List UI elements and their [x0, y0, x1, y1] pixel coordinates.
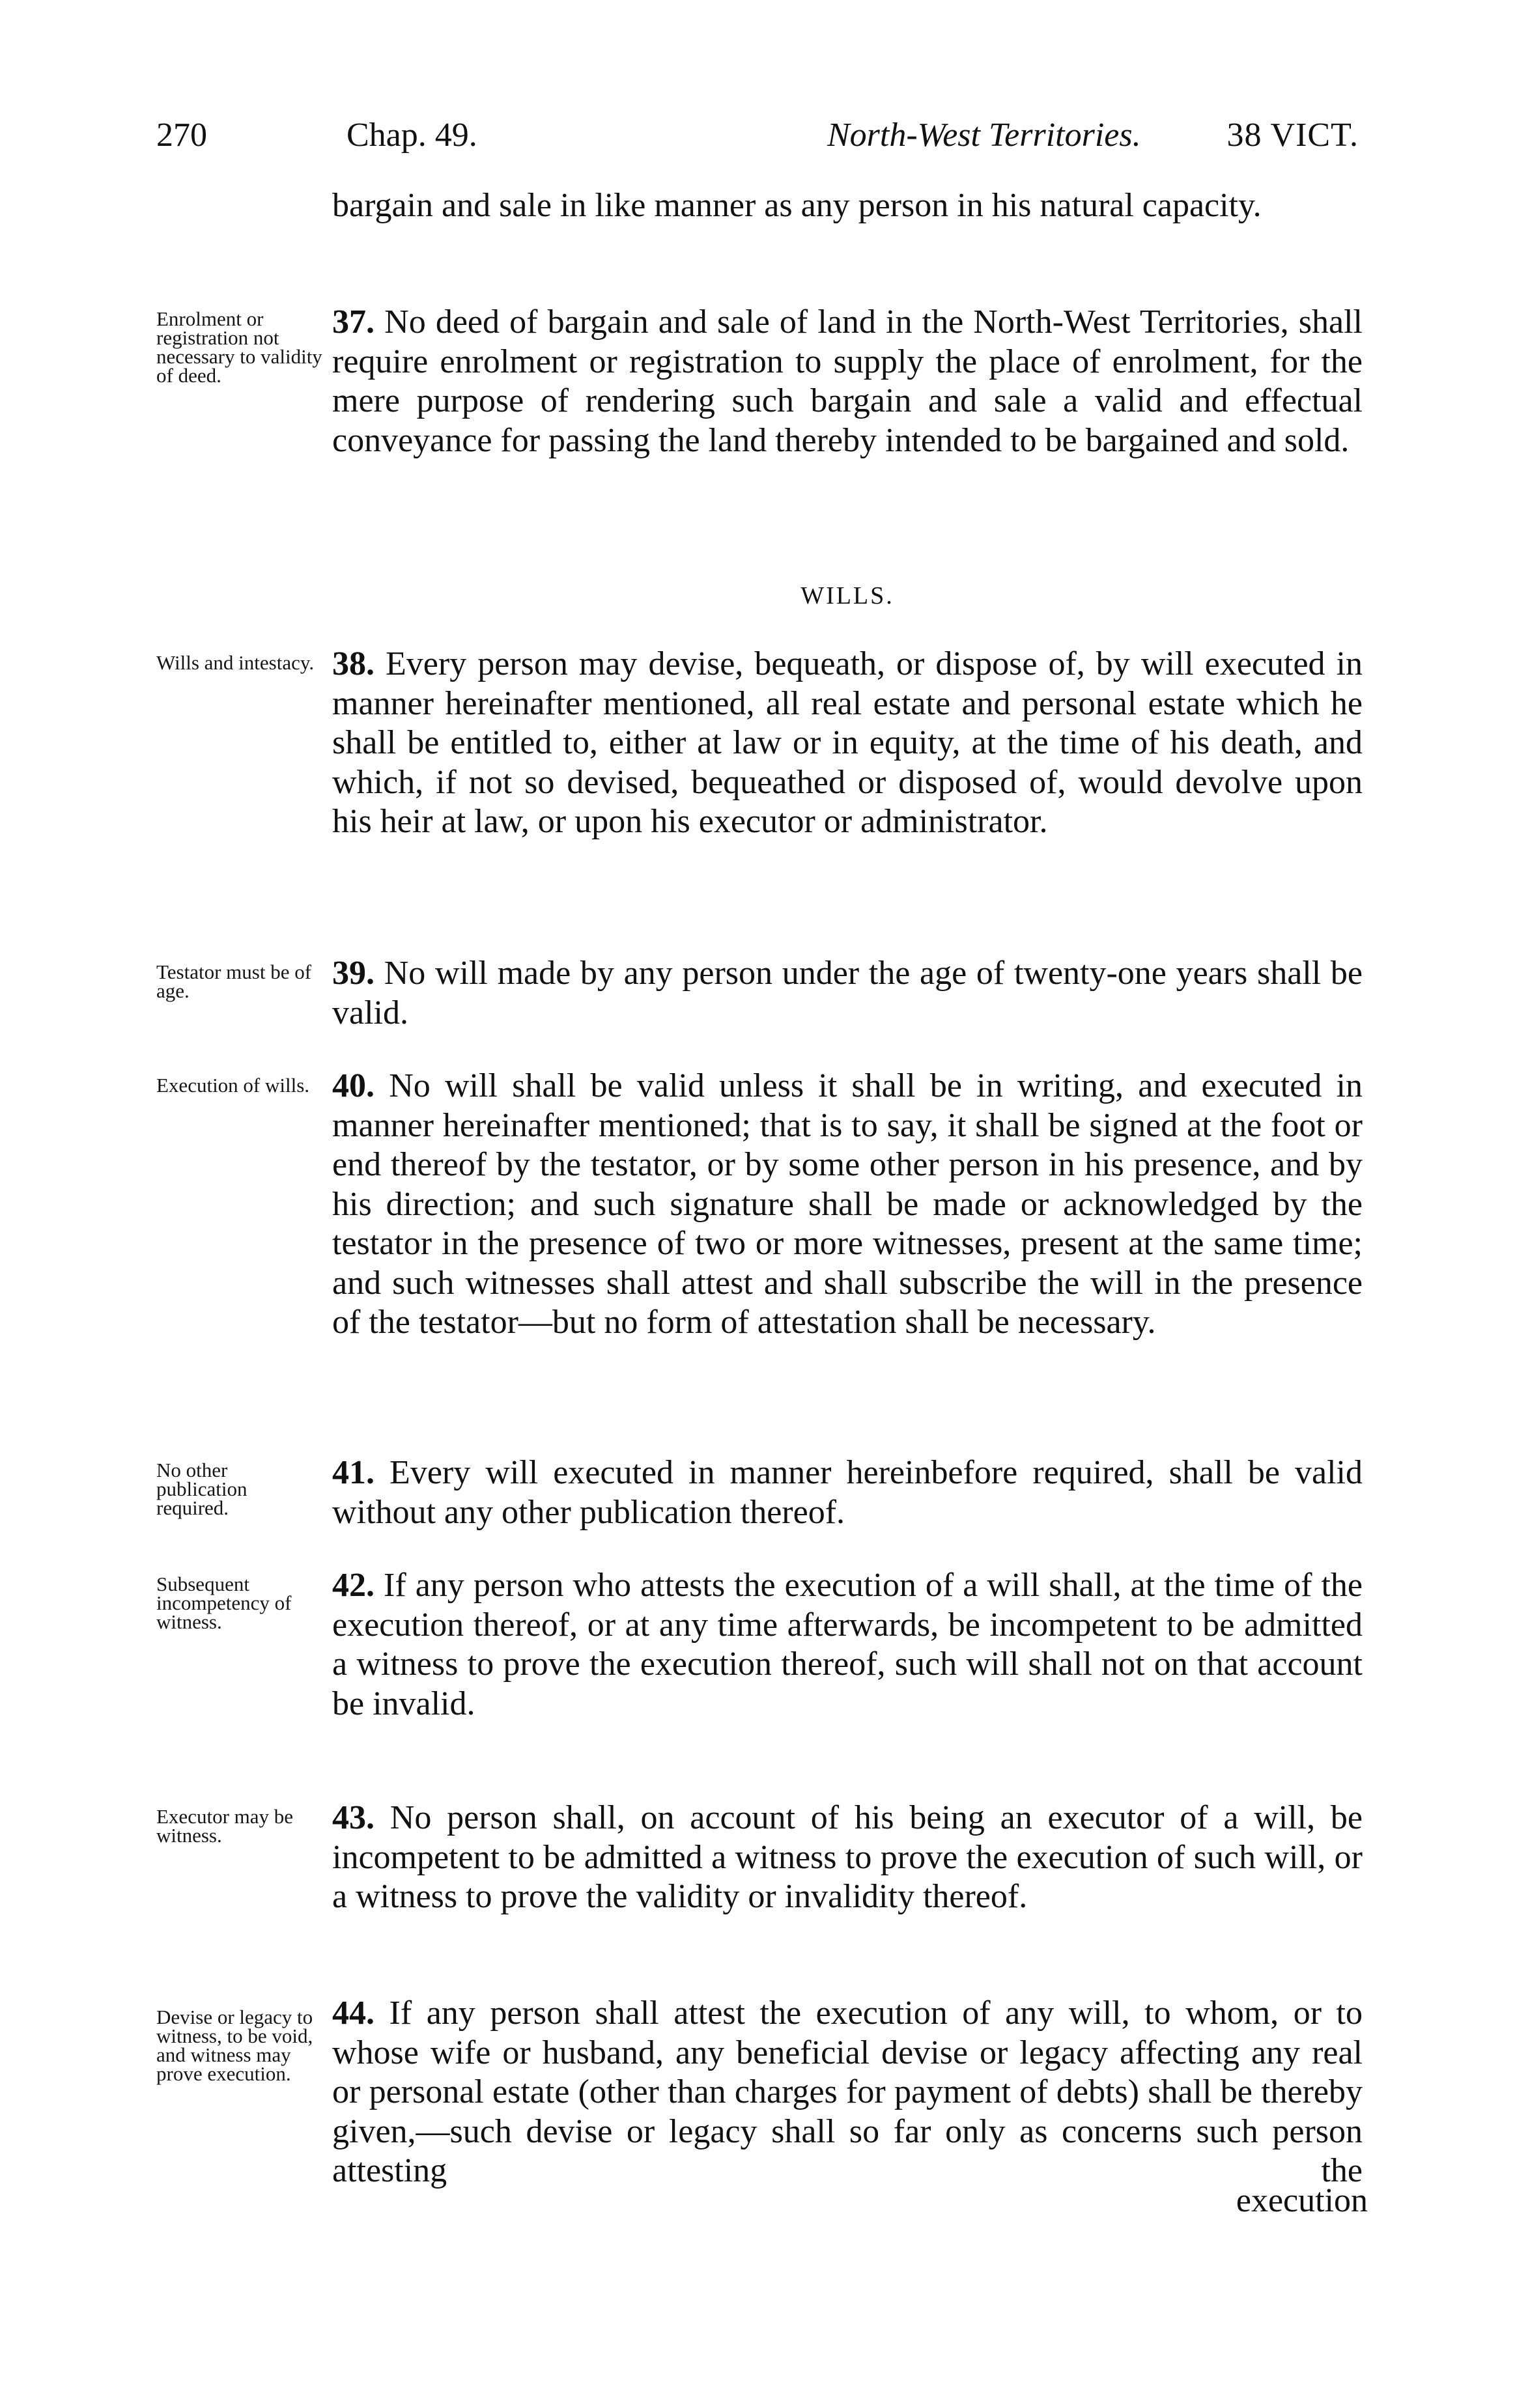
- margin-note-40: Execution of wills.: [156, 1074, 310, 1097]
- wills-heading: WILLS.: [800, 582, 894, 609]
- section-number-37: 37.: [332, 303, 375, 341]
- margin-note-38: Wills and intestacy.: [156, 651, 315, 674]
- section-42: [332, 1566, 1363, 1724]
- section-number-43: 43.: [332, 1799, 375, 1836]
- section-text-38: Every person may devise, bequeath, or dispose of, by will executed in manner hereinafter mentioned, all real estate and personal estate which he shall be entitled to, either at law or in equity, at the time of his death, and which, if not so devised, bequeathed or disposed of, would devolve upon his heir at law, or upon his executor or administrator.: [332, 645, 1363, 840]
- section-text-44: If any person shall attest the execution of any will, to whom, or to whose wife or husband, any beneficial devise or legacy affecting any real or personal estate (other than charges for payment of debts) shall be thereby given,—such devise or legacy shall so far only as concerns such person attesting the: [332, 1995, 1363, 2189]
- section-38: [332, 645, 1363, 842]
- section-text-39: No will made by any person under the age of twenty-one years shall be valid.: [332, 955, 1363, 1031]
- section-37: [332, 303, 1363, 460]
- section-number-44: 44.: [332, 1995, 375, 2032]
- chapter-label: Chap. 49.: [347, 117, 477, 154]
- margin-note-42: Subsequent incompetency of witness.: [156, 1573, 292, 1633]
- section-number-38: 38.: [332, 645, 375, 682]
- running-header: [156, 116, 1359, 168]
- section-number-39: 39.: [332, 955, 375, 992]
- section-number-41: 41.: [332, 1454, 375, 1491]
- section-41: [332, 1453, 1363, 1532]
- section-text-41: Every will executed in manner hereinbefore required, shall be valid without any other publication thereof.: [332, 1454, 1363, 1531]
- section-text-40: No will shall be valid unless it shall be in writing, and executed in manner hereinafter mentioned; that is to say, it shall be signed at the foot or end thereof by the testator, or by some other person in his presence, and by his direction; and such signature shall be made or acknowledged by the testator in the presence of two or more witnesses, present at the same time; and such witnesses shall attest and shall subscribe the will in the presence of the testator—but no form of attestation shall be necessary.: [332, 1067, 1363, 1341]
- catchword: execution: [1236, 2182, 1368, 2219]
- section-39: [332, 954, 1363, 1033]
- page-number: 270: [156, 117, 207, 154]
- section-44: [332, 1994, 1363, 2191]
- margin-note-44: Devise or legacy to witness, to be void, and witness may prove execution.: [156, 2006, 313, 2085]
- section-43: [332, 1799, 1363, 1917]
- section-text-43: No person shall, on account of his being an executor of a will, be incompetent to be admitted a witness to prove the execution of such will, or a witness to prove the validity or invalidity thereof.: [332, 1799, 1363, 1915]
- continuation-paragraph: bargain and sale in like manner as any person in his natural capacity.: [332, 187, 1262, 224]
- section-text-37: No deed of bargain and sale of land in the North-West Territories, shall require enrolment or registration to supply the place of enrolment, for the mere purpose of rendering such bargain and sale a valid and effectual conveyance for passing the land thereby intended to be bargained and sold.: [332, 303, 1363, 459]
- section-number-40: 40.: [332, 1067, 375, 1104]
- margin-note-43: Executor may be witness.: [156, 1805, 294, 1847]
- section-number-42: 42.: [332, 1567, 375, 1604]
- section-text-42: If any person who attests the execution of a will shall, at the time of the execution thereof, or at any time afterwards, be incompetent to be admitted a witness to prove the execution thereof, such will shall not on that account be invalid.: [332, 1567, 1363, 1722]
- regnal-year: 38 VICT.: [1226, 117, 1359, 154]
- margin-note-41: No other publication required.: [156, 1459, 248, 1519]
- section-40: [332, 1067, 1363, 1343]
- margin-note-37: Enrolment or registration not necessary to validity of deed.: [156, 307, 322, 387]
- running-title: North-West Territories.: [827, 117, 1141, 154]
- margin-note-39: Testator must be of age.: [156, 960, 312, 1002]
